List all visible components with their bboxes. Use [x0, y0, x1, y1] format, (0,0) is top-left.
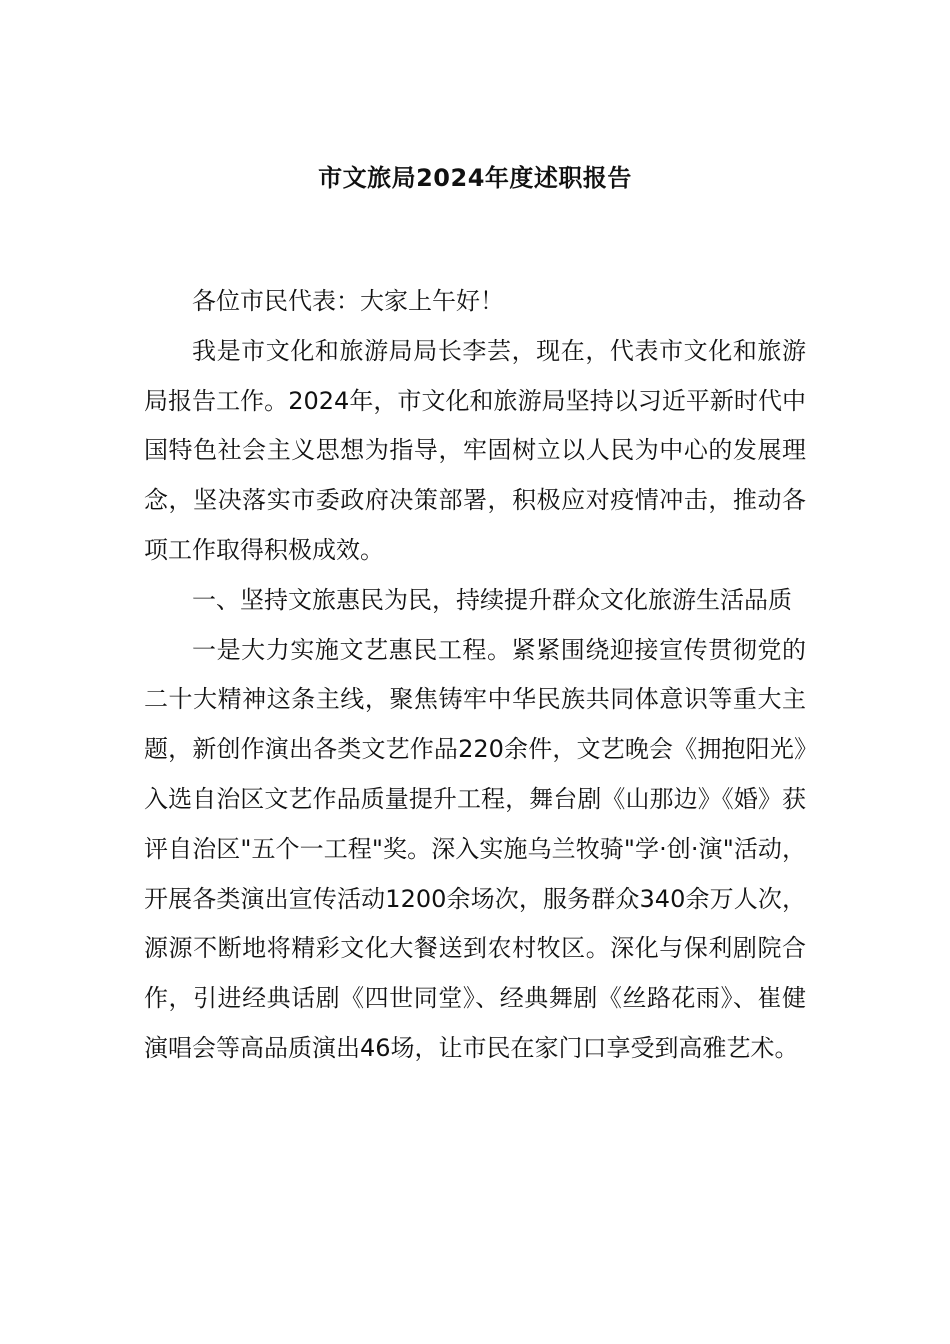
document-body	[144, 277, 806, 1074]
document-title: 市文旅局2024年度述职报告	[318, 164, 632, 192]
paragraph-introduction: 我是市文化和旅游局局长李芸，现在，代表市文化和旅游局报告工作。2024年，市文化和旅游局坚持以习近平新时代中国特色社会主义思想为指导，牢固树立以人民为中心的发展理念，坚决落实市委政府决策部署，积极应对疫情冲击，推动各项工作取得积极成效。	[144, 336, 806, 564]
paragraph-art-program: 一是大力实施文艺惠民工程。紧紧围绕迎接宣传贯彻党的二十大精神这条主线，聚焦铸牢中华民族共同体意识等重大主题，新创作演出各类文艺作品220余件，文艺晚会《拥抱阳光》入选自治区文艺作品质量提升工程，舞台剧《山那边》《婚》获评自治区"五个一工程"奖。深入实施乌兰牧骑"学·创·演"活动，开展各类演出宣传活动1200余场次，服务群众340余万人次，源源不断地将精彩文化大餐送到农村牧区。深化与保利剧院合作，引进经典话剧《四世同堂》、经典舞剧《丝路花雨》、崔健演唱会等高品质演出46场，让市民在家门口享受到高雅艺术。	[144, 635, 806, 1062]
section-heading: 一、坚持文旅惠民为民，持续提升群众文化旅游生活品质	[192, 585, 792, 614]
paragraph-greeting: 各位市民代表：大家上午好！	[192, 287, 504, 315]
